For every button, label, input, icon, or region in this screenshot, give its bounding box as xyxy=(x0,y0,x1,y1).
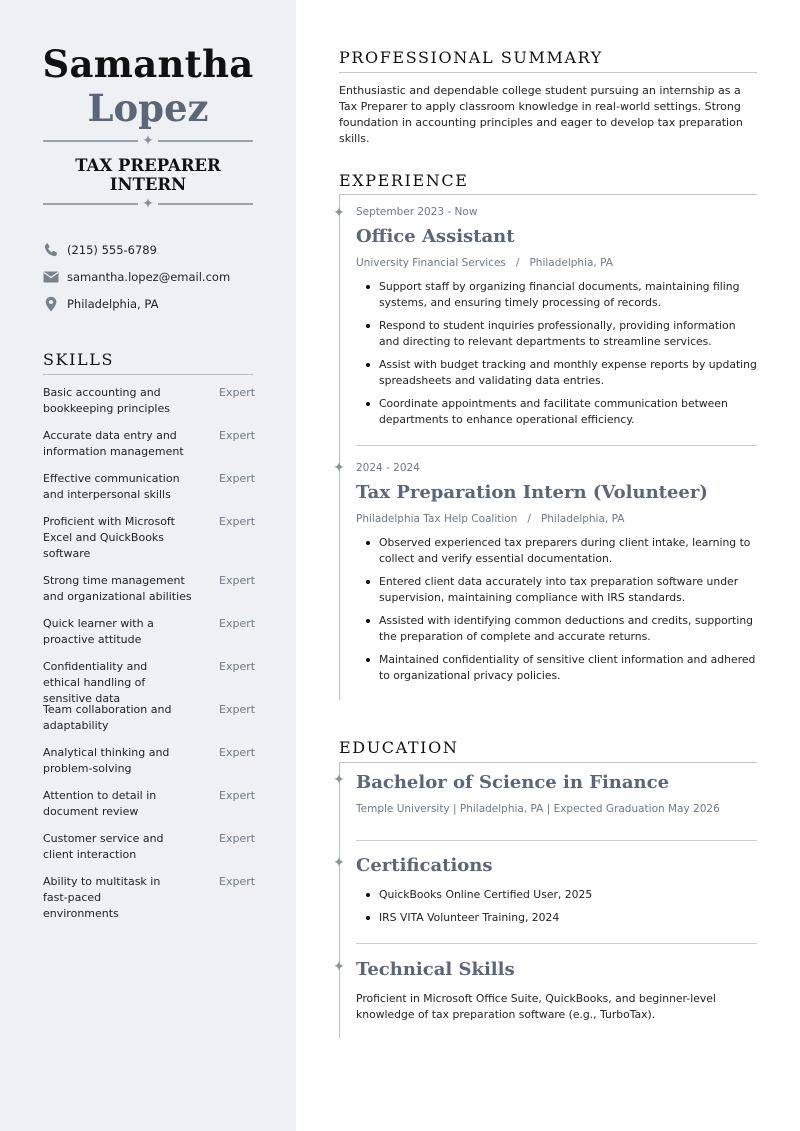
skill-level: Expert xyxy=(219,574,256,587)
title-divider xyxy=(43,197,253,211)
certifications-list xyxy=(356,887,758,933)
job-bullets xyxy=(356,535,758,691)
main-content xyxy=(296,0,800,1131)
job-role: Tax Preparation Intern (Volunteer) xyxy=(356,482,708,503)
sparkle-icon: ✦ xyxy=(333,205,345,221)
skill-level: Expert xyxy=(219,789,256,802)
sparkle-icon: ✦ xyxy=(333,855,345,871)
sparkle-icon: ✦ xyxy=(142,196,154,212)
sparkle-icon: ✦ xyxy=(333,772,345,788)
certifications-heading: Certifications xyxy=(356,855,493,876)
contact-email[interactable] xyxy=(43,268,230,286)
job-dates: September 2023 - Now xyxy=(356,206,478,218)
skill-name: Team collaboration and adaptability xyxy=(43,703,172,732)
location-text: Philadelphia, PA xyxy=(67,297,159,311)
email-icon xyxy=(43,269,59,285)
bullet-item: Assist with budget tracking and monthly expense reports by updating spreadsheets and validating data entries. xyxy=(356,357,758,389)
education-timeline xyxy=(339,762,340,1038)
job-dates: 2024 - 2024 xyxy=(356,462,420,474)
skill-level: Expert xyxy=(219,617,256,630)
sparkle-icon: ✦ xyxy=(142,133,154,149)
skill-name: Proficient with Microsoft Excel and QuickBooks software xyxy=(43,515,175,560)
email-text: samantha.lopez@email.com xyxy=(67,270,231,284)
skill-level: Expert xyxy=(219,515,256,528)
job-divider xyxy=(356,445,757,446)
contact-phone[interactable] xyxy=(43,241,157,259)
skill-name: Analytical thinking and problem-solving xyxy=(43,746,170,775)
bullet-item: Observed experienced tax preparers during client intake, learning to collect and verify essential documentation. xyxy=(356,535,758,567)
skill-level: Expert xyxy=(219,875,256,888)
cert-item: IRS VITA Volunteer Training, 2024 xyxy=(356,910,758,926)
summary-text: Enthusiastic and dependable college student pursuing an internship as a Tax Preparer to apply classroom knowledge in real-world settings. Strong foundation in accounting principles and eager to develop tax preparation skills. xyxy=(339,84,743,145)
sparkle-icon: ✦ xyxy=(333,460,345,476)
bullet-item: Coordinate appointments and facilitate communication between departments to enhance operational efficiency. xyxy=(356,396,758,428)
summary-heading: PROFESSIONAL SUMMARY xyxy=(339,48,603,67)
job-bullets xyxy=(356,279,758,435)
bullet-item: Maintained confidentiality of sensitive client information and adhered to organizational privacy policies. xyxy=(356,652,758,684)
skill-level: Expert xyxy=(219,472,256,485)
experience-heading: EXPERIENCE xyxy=(339,171,469,190)
certifications-divider xyxy=(356,943,757,944)
skill-name: Confidentiality and ethical handling of sensitive data xyxy=(43,660,148,705)
education-rule xyxy=(339,762,757,763)
skill-name: Strong time management and organizational abilities xyxy=(43,574,192,603)
job-org: University Financial Services / Philadelphia, PA xyxy=(356,257,613,269)
degree-title: Bachelor of Science in Finance xyxy=(356,772,670,793)
bullet-item: Respond to student inquiries professionally, providing information and directing to relevant departments to streamline services. xyxy=(356,318,758,350)
location-pin-icon xyxy=(43,296,59,312)
job-title-line1: TAX PREPARER xyxy=(75,156,221,175)
contact-location xyxy=(43,295,158,313)
skills-rule xyxy=(43,374,253,375)
first-name: Samantha xyxy=(42,42,254,86)
job-title-line2: INTERN xyxy=(109,175,187,194)
experience-rule xyxy=(339,194,757,195)
technical-skills-heading: Technical Skills xyxy=(356,959,515,980)
bullet-item: Assisted with identifying common deductions and credits, supporting the preparation of complete and accurate returns. xyxy=(356,613,758,645)
bullet-item: Entered client data accurately into tax preparation software under supervision, maintaining compliance with IRS standards. xyxy=(356,574,758,606)
phone-icon xyxy=(43,242,59,258)
name-divider xyxy=(43,134,253,148)
skill-level: Expert xyxy=(219,703,256,716)
skills-heading: SKILLS xyxy=(43,350,115,369)
skill-name: Ability to multitask in fast-paced environments xyxy=(43,875,161,920)
skill-level: Expert xyxy=(219,429,256,442)
technical-skills-text: Proficient in Microsoft Office Suite, QuickBooks, and beginner-level knowledge of tax preparation software (e.g., TurboTax). xyxy=(356,992,716,1021)
phone-text: (215) 555-6789 xyxy=(67,243,157,257)
sidebar xyxy=(0,0,296,1131)
job-title xyxy=(0,156,296,194)
skill-name: Customer service and client interaction xyxy=(43,832,164,861)
skill-name: Attention to detail in document review xyxy=(43,789,157,818)
degree-details: Temple University | Philadelphia, PA | Expected Graduation May 2026 xyxy=(356,803,720,815)
skill-level: Expert xyxy=(219,386,256,399)
skill-level: Expert xyxy=(219,832,256,845)
skill-level: Expert xyxy=(219,746,256,759)
sparkle-icon: ✦ xyxy=(333,959,345,975)
skill-name: Quick learner with a proactive attitude xyxy=(43,617,154,646)
last-name: Lopez xyxy=(87,86,209,130)
summary-rule xyxy=(339,72,757,73)
skill-name: Effective communication and interpersonal skills xyxy=(43,472,180,501)
bullet-item: Support staff by organizing financial documents, maintaining filing systems, and ensuring timely processing of records. xyxy=(356,279,758,311)
experience-timeline xyxy=(339,194,340,700)
education-divider xyxy=(356,840,757,841)
skill-name: Basic accounting and bookkeeping principles xyxy=(43,386,170,415)
job-org: Philadelphia Tax Help Coalition / Philadelphia, PA xyxy=(356,513,625,525)
skill-name: Accurate data entry and information management xyxy=(43,429,184,458)
education-heading: EDUCATION xyxy=(339,738,459,757)
skill-level: Expert xyxy=(219,660,256,673)
job-role: Office Assistant xyxy=(356,226,515,247)
cert-item: QuickBooks Online Certified User, 2025 xyxy=(356,887,758,903)
